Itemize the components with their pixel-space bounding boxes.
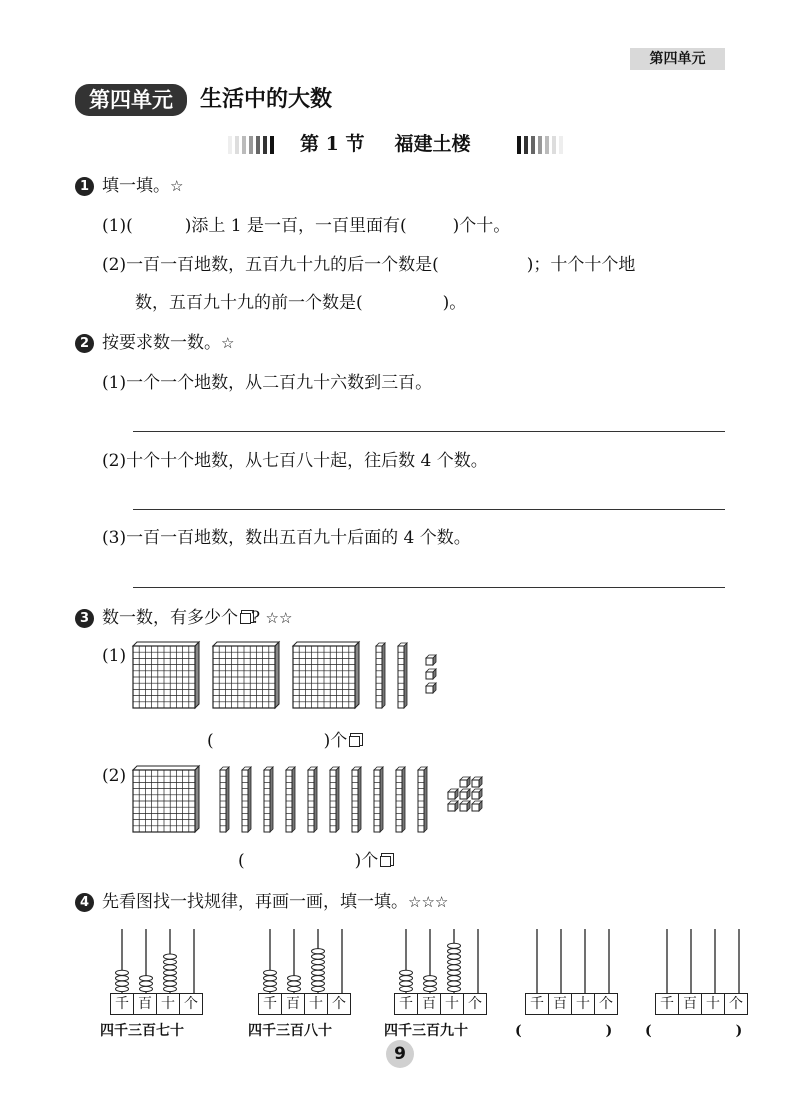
star-icon: ☆☆☆ (408, 893, 449, 911)
ten-rod (398, 643, 407, 708)
place-label: 千 (259, 994, 282, 1014)
place-label: 百 (134, 994, 157, 1014)
abacus-rods (384, 925, 494, 995)
q1-title-text: 填一填。 (102, 176, 170, 196)
place-label: 个 (468, 996, 482, 1012)
q1-p1-text-a: (1)( (102, 216, 133, 236)
place-label: 十 (572, 994, 595, 1014)
abacus-bead (116, 981, 129, 986)
q3-part-2-label: (2) (102, 766, 127, 786)
q3-part-1-label: (1) (102, 646, 127, 666)
q2-answer-line-3[interactable] (133, 587, 725, 588)
abacus-bead (140, 986, 153, 991)
abacus-number-label[interactable]: ( ) (515, 1023, 613, 1039)
abacus-rods (645, 925, 755, 995)
abacus-row (100, 925, 760, 1040)
one-cube (460, 801, 470, 811)
q1-part-2-line-1 (102, 254, 635, 276)
ten-rod (374, 767, 383, 832)
q2-part-3: (3)一百一百地数，数出五百九十后面的 4 个数。 (102, 528, 471, 548)
abacus-bead (448, 986, 461, 991)
ten-rod (330, 767, 339, 832)
star-icon: ☆ (170, 177, 184, 195)
abacus-bead (448, 943, 461, 948)
ten-rod (286, 767, 295, 832)
place-label: 十 (702, 994, 725, 1014)
place-value-labels (258, 993, 351, 1015)
one-cube (472, 789, 482, 799)
abacus-bead (424, 976, 437, 981)
abacus (515, 925, 625, 1040)
abacus-bead (400, 970, 413, 975)
abacus-bead (312, 965, 325, 970)
q1-p1-text-c: )个十。 (452, 216, 511, 236)
q3-ans-open: ( (207, 731, 214, 751)
place-label: 千 (395, 994, 418, 1014)
abacus-rods (248, 925, 358, 995)
q1-p2-text-d: )。 (442, 293, 467, 313)
q1-part-2-line-2 (135, 292, 466, 314)
abacus-bead (140, 976, 153, 981)
abacus-bead (264, 976, 277, 981)
one-cube (448, 801, 458, 811)
question-3-number: 3 (75, 609, 94, 628)
star-icon: ☆☆ (265, 609, 293, 627)
place-label: 百 (418, 994, 441, 1014)
abacus-bead (448, 981, 461, 986)
abacus-bead (164, 959, 177, 964)
abacus-bead (448, 959, 461, 964)
section-title (300, 130, 470, 158)
abacus-bead (164, 965, 177, 970)
abacus-bead (400, 981, 413, 986)
abacus-bead (116, 976, 129, 981)
q2-title-text: 按要求数一数。 (102, 333, 221, 353)
q1-p2-text-a: (2)一百一百地数，五百九十九的后一个数是( (102, 255, 439, 275)
q3-part-1-answer (207, 730, 360, 752)
unit-tag: 第四单元 (630, 48, 725, 70)
q3-part-2-blocks (130, 762, 490, 837)
q3-ans-open: ( (238, 851, 245, 871)
page-number: 9 (386, 1040, 414, 1068)
abacus-number-label: 四千三百七十 (100, 1023, 184, 1039)
section-name: 福建土楼 (394, 133, 471, 155)
abacus-bead (264, 986, 277, 991)
abacus (384, 925, 494, 1040)
place-label: 十 (157, 994, 180, 1014)
abacus-number-label: 四千三百八十 (248, 1023, 332, 1039)
abacus-bead (116, 970, 129, 975)
q3-ans-close: )个 (354, 851, 379, 871)
ten-rod (242, 767, 251, 832)
abacus-bead (312, 981, 325, 986)
q1-part-1 (102, 215, 510, 237)
abacus-bead (264, 981, 277, 986)
abacus-bead (312, 986, 325, 991)
abacus-bead (288, 981, 301, 986)
place-label: 百 (679, 994, 702, 1014)
q3-part-1-blocks (130, 640, 450, 715)
hundred-block (293, 642, 359, 708)
question-1-number: 1 (75, 177, 94, 196)
abacus (248, 925, 358, 1040)
star-icon: ☆ (221, 334, 235, 352)
section-number: 第 1 节 (300, 133, 365, 155)
abacus-bead (312, 954, 325, 959)
question-1-title (102, 175, 183, 197)
ten-rod (264, 767, 273, 832)
ten-rod (220, 767, 229, 832)
place-label: 百 (549, 994, 572, 1014)
abacus-number-label: 四千三百九十 (384, 1023, 468, 1039)
one-cube (472, 777, 482, 787)
question-3-title (102, 607, 292, 629)
abacus-bead (164, 986, 177, 991)
abacus-bead (312, 970, 325, 975)
question-2-number: 2 (75, 334, 94, 353)
abacus-bead (400, 986, 413, 991)
abacus-bead (424, 986, 437, 991)
right-stripes (517, 136, 563, 154)
hundred-block (133, 642, 199, 708)
q3-ans-close: )个 (323, 731, 348, 751)
place-value-labels (110, 993, 203, 1015)
place-label: 十 (305, 994, 328, 1014)
place-value-labels (655, 993, 748, 1015)
abacus-rods (515, 925, 625, 995)
abacus (645, 925, 755, 1040)
abacus-bead (312, 949, 325, 954)
unit-cube-icon (380, 856, 391, 867)
q2-answer-line-2[interactable] (133, 509, 725, 510)
one-cube (448, 789, 458, 799)
abacus-bead (264, 970, 277, 975)
one-cube (426, 683, 436, 693)
place-label: 十 (441, 994, 464, 1014)
abacus-number-label[interactable]: ( ) (645, 1023, 743, 1039)
abacus-bead (288, 976, 301, 981)
one-cube (426, 669, 436, 679)
abacus-bead (116, 986, 129, 991)
abacus-bead (164, 976, 177, 981)
ten-rod (396, 767, 405, 832)
abacus-bead (448, 976, 461, 981)
place-label: 个 (729, 996, 743, 1012)
question-4-title (102, 891, 448, 913)
abacus-bead (288, 986, 301, 991)
ten-rod (376, 643, 385, 708)
abacus-bead (448, 965, 461, 970)
abacus-bead (448, 954, 461, 959)
q2-part-1: (1)一个一个地数，从二百九十六数到三百。 (102, 373, 433, 393)
abacus-bead (448, 949, 461, 954)
abacus-bead (424, 981, 437, 986)
abacus-bead (400, 976, 413, 981)
abacus-bead (448, 970, 461, 975)
q1-p2-text-c: 数，五百九十九的前一个数是( (135, 293, 363, 313)
hundred-block (133, 766, 199, 832)
abacus-rods (100, 925, 210, 995)
question-4-number: 4 (75, 893, 94, 912)
one-cube (460, 777, 470, 787)
one-cube (426, 655, 436, 665)
place-label: 百 (282, 994, 305, 1014)
abacus-bead (164, 970, 177, 975)
q1-p1-text-b: )添上 1 是一百，一百里面有( (184, 216, 407, 236)
unit-badge: 第四单元 (75, 84, 187, 116)
abacus-bead (164, 954, 177, 959)
place-label: 个 (184, 996, 198, 1012)
one-cube (460, 789, 470, 799)
place-label: 个 (599, 996, 613, 1012)
ten-rod (418, 767, 427, 832)
question-2-title (102, 332, 234, 354)
abacus-bead (164, 981, 177, 986)
q2-answer-line-1[interactable] (133, 431, 725, 432)
unit-title: 生活中的大数 (200, 87, 333, 112)
place-label: 个 (332, 996, 346, 1012)
place-label: 千 (526, 994, 549, 1014)
left-stripes (228, 136, 274, 154)
hundred-block (213, 642, 279, 708)
abacus-bead (140, 981, 153, 986)
abacus-bead (312, 976, 325, 981)
q3-title-text: 数一数，有多少个 (102, 608, 238, 628)
q3-title-end: ? (251, 608, 261, 628)
q2-part-2: (2)十个十个地数，从七百八十起，往后数 4 个数。 (102, 451, 488, 471)
q1-p2-text-b: )；十个十个地 (526, 255, 636, 275)
place-label: 千 (656, 994, 679, 1014)
unit-cube-icon (349, 736, 360, 747)
abacus (100, 925, 210, 1040)
unit-cube-icon (240, 613, 251, 624)
place-value-labels (525, 993, 618, 1015)
q4-title-text: 先看图找一找规律，再画一画，填一填。 (102, 892, 408, 912)
one-cube (472, 801, 482, 811)
abacus-bead (312, 959, 325, 964)
ten-rod (308, 767, 317, 832)
ten-rod (352, 767, 361, 832)
place-value-labels (394, 993, 487, 1015)
place-label: 千 (111, 994, 134, 1014)
q3-part-2-answer (238, 850, 391, 872)
